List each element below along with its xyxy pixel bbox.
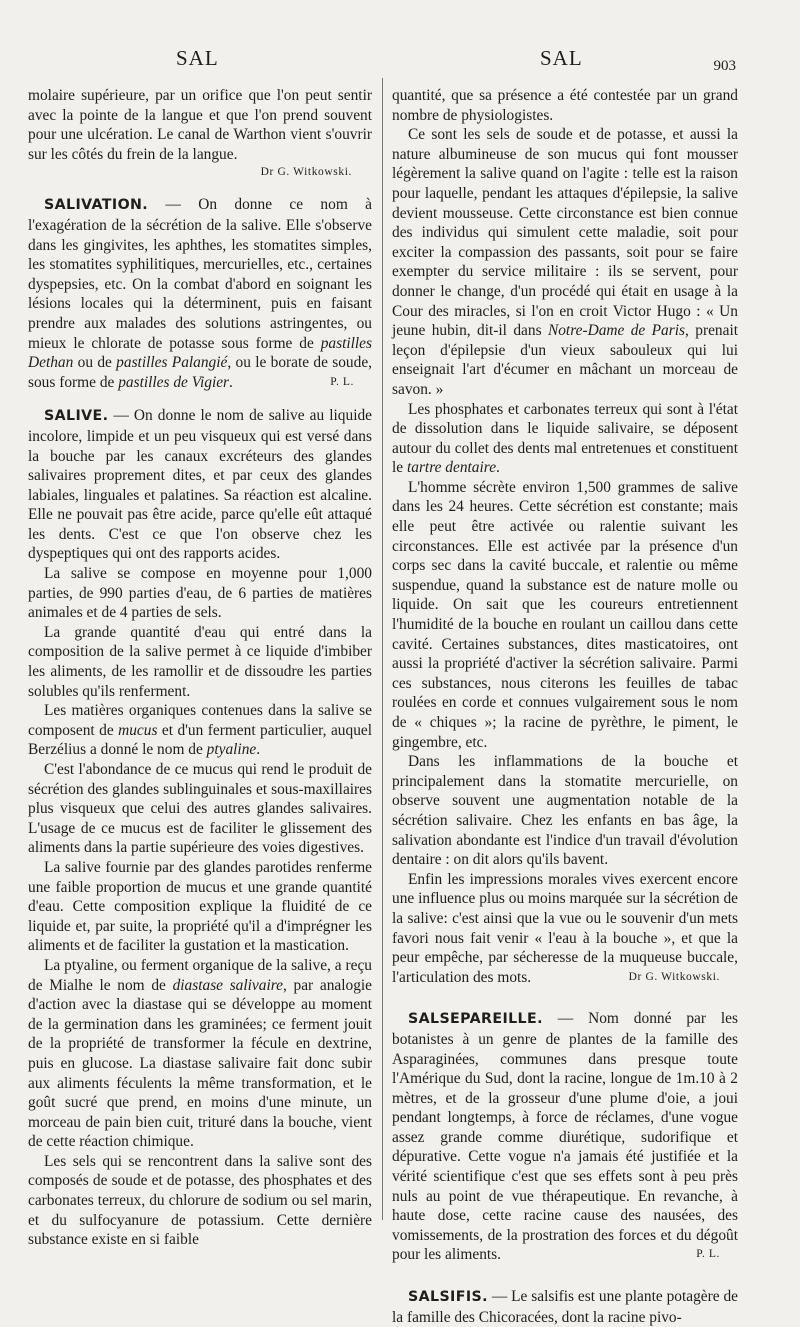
article-salive (28, 406, 372, 1250)
salive-p4-em-b: ptyaline (206, 741, 257, 759)
left-column (28, 86, 373, 1249)
salive-p4-b: et d'un ferment particulier, auquel Berzélius a donné le nom de (28, 721, 372, 759)
salive-cont-paragraph-4: L'homme sécrète environ 1,500 grammes de salive dans les 24 heures. Cette sécrétion est constante; mais elle peut être activée ou ralentie suivant les circonstances. Elle est activée par la présence d'un corps sec dans la cavité buccale, et ralentie ou même suspendue, quand la substance est de nature molle ou liquide. On sait que les coureurs entretiennent l'humidité de la bouche en roulant un caillou dans cette cavité. Certaines substances, dites masticatoires, ont aussi la propriété d'activer la sécrétion salivaire. Parmi ces substances, nous citerons les feuilles de tabac roulées en corde et connues vulgairement sous le nom de « chiques »; la racine de pyrèthre, le piment, le gingembre, etc. (392, 478, 738, 751)
salive-paragraph-8: Les sels qui se rencontrent dans la salive sont des composés de soude et de potasse, des phosphates et des carbonates terreux, du chlorure de sodium ou sel marin, et du sulfocyanure de potassium. Cette dernière substance existe en si faible (28, 1152, 372, 1249)
salivation-em-b: pastilles Palangié (116, 354, 228, 372)
page-number: 903 (713, 58, 736, 74)
salive-p7-a: La ptyaline, ou ferment organique de la salive, a reçu de Mialhe le nom de (28, 956, 372, 994)
salsifis-text: — Le salsifis est une plante potagère de la famille des Chicoracées, dont la racine pivo- (392, 1288, 738, 1326)
salive-cont-p3-b: . (496, 459, 500, 477)
salive-paragraph-3: La grande quantité d'eau qui entré dans la composition de la salive permet à ce liquide d'imbiber les aliments, de les ramollir et de dissoudre les parties solubles qu'ils renferment. (28, 623, 372, 700)
salive-paragraph-4 (28, 701, 372, 760)
salive-signature: Dr G. Witkowski. (628, 970, 720, 983)
headword-salive: SALIVE. (44, 408, 109, 425)
salive-cont-paragraph-3 (392, 400, 738, 478)
salive-cont-p2-b: , prenait leçon d'épilepsie d'un vieux sabouleux qui lui enseignait l'art d'écumer en mâchant un morceau de savon. » (392, 322, 738, 398)
right-column (392, 86, 738, 1326)
salivation-text-d: . (229, 373, 233, 391)
salive-paragraph-6: La salive fournie par des glandes parotides renferme une faible proportion de mucus et une grande quantité d'eau. Cette composition explique la fluidité de ce liquide et, par suite, la propriété qu'il a d'imprégner les aliments et de faciliter la gustation et la mastication. (28, 858, 372, 955)
salivation-em-a: pastilles Dethan (28, 334, 372, 372)
salivation-em-c: pastilles de Vigier (118, 373, 230, 391)
right-running-head: SAL (540, 46, 583, 70)
article-continuation (28, 86, 372, 181)
salivation-text-b: ou de (73, 354, 117, 372)
headword-salivation: SALIVATION. (44, 197, 149, 214)
salive-p4-c: . (256, 741, 261, 759)
salive-paragraph-7 (28, 956, 372, 1152)
salivation-text-a: — On donne ce nom à l'exagération de la sécrétion de la salive. Elle s'observe dans les gingivites, les aphthes, les stomatites simples, les stomatites syphilitiques, mercurielles, etc., certaines dyspepsies, etc. On la combat d'abord en soignant les lésions locales qui la déterminent, puis en faisant prendre aux malades des solutions astringentes, ou mieux le chlorate de potasse sous forme de (28, 196, 372, 352)
salive-p7-em: diastase salivaire (172, 976, 283, 994)
author-signature: Dr G. Witkowski. (260, 166, 352, 179)
salive-cont-p6-text: Enfin les impressions morales vives exercent encore une influence plus ou moins marquée sur la sécrétion de la salive: c'est ainsi que la vue ou le souvenir d'un mets favori nous fait venir « l'eau à la bouche », et que la peur empêche, par sécheresse de la muqueuse buccale, l'articulation des mots. (392, 870, 738, 986)
salive-paragraph-1 (28, 406, 372, 564)
salive-p4-a: Les matières organiques contenues dans la salive se composent de (28, 702, 372, 739)
column-divider (382, 78, 383, 1220)
salive-cont-p2-em: Notre-Dame de Paris (547, 322, 686, 340)
salsepareille-signature: P. L. (696, 1248, 720, 1261)
salsifis-paragraph (392, 1287, 738, 1327)
salsepareille-paragraph (392, 1009, 738, 1265)
salivation-paragraph (28, 195, 372, 392)
salive-cont-paragraph-5: Dans les inflammations de la bouche et principalement dans la stomatite mercurielle, on observe souvent une augmentation notable de la sécrétion salivaire. Chez les enfants en bas âge, la salivation abondante est l'indice d'un travail d'évolution dentaire : on dit alors qu'ils bavent. (392, 753, 738, 869)
salsepareille-text: — Nom donné par les botanistes à un genre de plantes de la famille des Asparaginées, communes dans presque toute l'Amérique du Sud, dont la racine, longue de 1m.10 à 2 mètres, et de la grosseur d'une plume d'oie, a joui pendant longtemps, à force de réclames, d'une vogue assez grande comme diurétique, sudorifique et dépurative. Cette vogue n'a jamais été justifiée et la vérité scientifique c'est que ses effets sont à peu près nuls au point de vue thérapeutique. En revanche, à haute dose, cette racine cause des nausées, des vomissements, de la prostration des forces et du dégoût pour les aliments. (392, 1010, 738, 1264)
article-salsifis (392, 1287, 738, 1327)
salive-paragraph-2: La salive se compose en moyenne pour 1,000 parties, de 990 parties d'eau, de 6 parties de matières animales et de 4 parties de sels. (28, 565, 372, 622)
salive-paragraph-5: C'est l'abondance de ce mucus qui rend le produit de sécrétion des glandes sublinguinales et sous-maxillaires plus visqueux que celui des autres glandes salivaires. L'usage de ce mucus est de faciliter le glissement des aliments dans la partie supérieure des voies digestives. (28, 761, 372, 857)
salive-cont-paragraph-1: quantité, que sa présence a été contestée par un grand nombre de physiologistes. (392, 87, 738, 124)
article-salsepareille (392, 1009, 738, 1265)
salive-p4-em-a: mucus (118, 721, 158, 739)
article-salive-continued (392, 86, 738, 987)
headword-salsifis: SALSIFIS. (408, 1289, 488, 1306)
salive-cont-paragraph-6 (392, 870, 738, 988)
left-running-head: SAL (176, 46, 219, 70)
headword-salsepareille: SALSEPAREILLE. (408, 1011, 543, 1028)
salive-p7-b: , par analogie d'action avec la diastase qui se développe au moment de la germination dans les graminées; ce ferment jouit de la propriété de transformer la fécule en dextrine, puis en glucose. La diastase salivaire fait donc subir aux aliments féculents la même transformation, et le goût sucré que prend, en moins d'une minute, un morceau de pain bien cuit, trituré dans la bouche, vient de cette réaction chimique. (28, 976, 373, 1151)
salivation-text-c: , ou le borate de soude, sous forme de (28, 354, 372, 391)
article-salivation (28, 195, 372, 392)
salive-cont-p2-a: Ce sont les sels de soude et de potasse, et aussi la nature albumineuse de son mucus qui font mousser légèrement la salive quand on l'agite : telle est la raison pour laquelle, pendant les attaques d'épilepsie, la salive devient mousseuse. Cette circonstance est bien connue des individus qui simulent cette maladie, soit pour exciter la compassion des passants, soit pour se faire exempter du service militaire : ils se servent, pour donner le change, d'un procédé qui était en usage à la Cour des miracles, si l'on en croit Victor Hugo : « Un jeune hubin, dit-il dans (392, 126, 738, 340)
continuation-paragraph: molaire supérieure, par un orifice que l'on peut sentir avec la pointe de la langue et que l'on prend souvent pour une ulcération. Le canal de Warthon vient s'ouvrir sur les côtés du frein de la langue. (28, 87, 372, 163)
salive-cont-p3-a: Les phosphates et carbonates terreux qui sont à l'état de dissolution dans le liquide salivaire, se déposent autour du collet des dents mal entretenues et constituent le (392, 400, 738, 477)
salive-cont-paragraph-2 (392, 125, 738, 399)
salive-p1-text: — On donne le nom de salive au liquide incolore, limpide et un peu visqueux qui est versé dans la bouche par les canaux excréteurs des glandes salivaires proprement dites, et par ceux des glandes labiales, linguales et palatines. Sa réaction est alcaline. Elle ne pouvait pas être acide, parce qu'elle eût attaqué les dents. C'est ce que l'on observe chez les dyspeptiques qui ont des rapports acides. (28, 407, 372, 563)
salive-cont-p3-em: tartre dentaire (406, 459, 497, 477)
salivation-signature: P. L. (330, 375, 354, 388)
